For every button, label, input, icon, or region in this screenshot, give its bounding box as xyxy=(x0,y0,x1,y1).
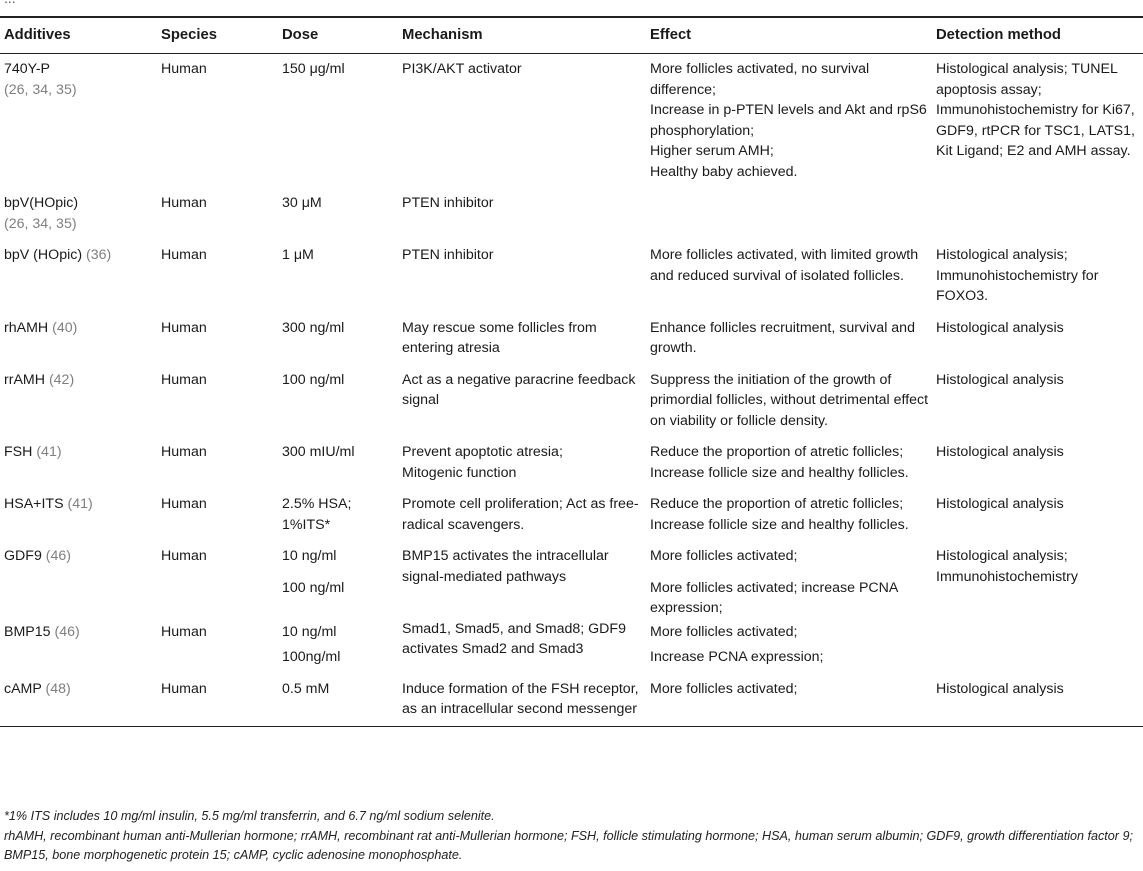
cell-effect: Suppress the initiation of the growth of primordial follicles, without detrimental effect on viability or follicle density. xyxy=(650,371,929,429)
additive-name: rhAMH xyxy=(4,319,49,336)
table-row xyxy=(0,541,1143,619)
header-mechanism: Mechanism xyxy=(402,17,650,54)
cell-additive xyxy=(0,674,161,727)
cell-mechanism: Smad1, Smad5, and Smad8; GDF9 activates Smad2 and Smad3 xyxy=(402,620,626,657)
cell-effect: More follicles activated; xyxy=(650,674,936,727)
reference-link[interactable]: (46) xyxy=(45,548,72,564)
cell-mechanism: PTEN inhibitor xyxy=(402,195,494,211)
additive-name: BMP15 xyxy=(4,623,51,640)
header-dose: Dose xyxy=(282,17,402,54)
cell-mechanism: BMP15 activates the intracellular signal-mediated pathways xyxy=(402,548,609,585)
effect-line: More follicles activated; xyxy=(650,623,798,640)
cell-dose: 0.5 mM xyxy=(282,674,402,727)
cell-effect xyxy=(650,188,936,240)
additive-name: bpV (HOpic) xyxy=(4,247,83,263)
dose-line: 10 ng/ml xyxy=(282,548,337,564)
cell-species: Human xyxy=(161,61,207,77)
cell-dose: 300 mIU/ml xyxy=(282,444,355,460)
header-effect: Effect xyxy=(650,17,936,54)
effect-line: More follicles activated; increase PCNA expression; xyxy=(650,579,898,616)
effect-line: More follicles activated, no survival difference; xyxy=(650,61,870,98)
cell-detection: Histological analysis; TUNEL apoptosis assay; Immunohistochemistry for Ki67, GDF9, rtPCR for TSC1, LATS1, Kit Ligand; E2 and AMH assay. xyxy=(936,61,1135,159)
effect-line: Increase PCNA expression; xyxy=(650,649,824,665)
table-row xyxy=(0,188,1143,240)
cell-species: Human xyxy=(161,444,207,460)
cell-dose: 30 μM xyxy=(282,195,322,211)
cell-mechanism: Prevent apoptotic atresia; Mitogenic function xyxy=(402,444,563,481)
reference-link[interactable]: (41) xyxy=(36,444,62,460)
cell-additive xyxy=(0,437,161,489)
additives-table xyxy=(0,16,1143,727)
cell-additive xyxy=(0,240,161,313)
dose-line: 100 ng/ml xyxy=(282,579,345,596)
cell-detection: Histological analysis; Immunohistochemistry xyxy=(936,548,1078,585)
reference-link[interactable]: (46) xyxy=(54,623,80,640)
reference-link[interactable]: (40) xyxy=(52,319,78,336)
table-row xyxy=(0,619,1143,674)
cell-detection: Histological analysis xyxy=(936,444,1064,460)
cell-mechanism: Act as a negative paracrine feedback signal xyxy=(402,371,636,408)
cell-detection: Histological analysis xyxy=(936,674,1143,727)
cell-dose xyxy=(282,541,402,619)
cell-additive xyxy=(0,619,161,674)
cell-additive xyxy=(0,54,161,189)
cell-detection: Histological analysis xyxy=(936,371,1064,388)
cell-additive xyxy=(0,365,161,438)
cell-species: Human xyxy=(161,496,207,512)
cell-species: Human xyxy=(161,548,207,564)
cell-effect xyxy=(650,619,936,674)
dose-line: 10 ng/ml xyxy=(282,623,337,640)
table-row xyxy=(0,240,1143,313)
header-detection-method: Detection method xyxy=(936,17,1143,54)
cell-detection: Histological analysis; Immunohistochemistry for FOXO3. xyxy=(936,247,1099,304)
cell-dose: 2.5% HSA; 1%ITS* xyxy=(282,496,352,533)
cell-mechanism: Promote cell proliferation; Act as free-radical scavengers. xyxy=(402,496,639,533)
cell-mechanism: PTEN inhibitor xyxy=(402,247,494,263)
cell-effect: Enhance follicles recruitment, survival and growth. xyxy=(650,319,915,356)
dose-line: 100ng/ml xyxy=(282,649,341,665)
cell-dose: 150 μg/ml xyxy=(282,61,345,77)
cell-detection: Histological analysis xyxy=(936,319,1064,336)
cell-species: Human xyxy=(161,623,207,640)
reference-link[interactable]: (42) xyxy=(48,371,75,388)
effect-line: Healthy baby achieved. xyxy=(650,163,798,180)
additive-name: 740Y-P xyxy=(4,61,51,77)
table-row xyxy=(0,489,1143,541)
header-species: Species xyxy=(161,17,282,54)
cell-mechanism: May rescue some follicles from entering atresia xyxy=(402,319,597,356)
cell-detection: Histological analysis xyxy=(936,496,1064,512)
cell-species: Human xyxy=(161,674,282,727)
reference-link[interactable]: (48) xyxy=(45,680,71,697)
reference-link[interactable]: (36) xyxy=(86,247,112,263)
cell-effect xyxy=(650,54,936,189)
cell-species: Human xyxy=(161,319,207,336)
cell-additive xyxy=(0,188,161,240)
reference-link[interactable]: (26, 34, 35) xyxy=(4,81,77,98)
cell-effect: Reduce the proportion of atretic follicles; Increase follicle size and healthy follicles. xyxy=(650,444,909,481)
footnote-its: *1% ITS includes 10 mg/ml insulin, 5.5 mg/ml transferrin, and 6.7 ng/ml sodium selenite. xyxy=(4,809,495,823)
table-row xyxy=(0,54,1143,189)
cell-effect xyxy=(650,541,936,619)
additive-name: cAMP xyxy=(4,680,42,697)
table-row xyxy=(0,365,1143,438)
cell-detection xyxy=(936,619,1143,674)
additive-name: HSA+ITS xyxy=(4,496,64,512)
cell-effect: Reduce the proportion of atretic follicles; Increase follicle size and healthy follicles. xyxy=(650,496,909,533)
header-additives: Additives xyxy=(0,17,161,54)
cell-mechanism: Induce formation of the FSH receptor, as an intracellular second messenger xyxy=(402,674,650,727)
cell-dose: 1 μM xyxy=(282,247,314,263)
footnote-abbreviations: rhAMH, recombinant human anti-Mullerian hormone; rrAMH, recombinant rat anti-Mullerian hormone; FSH, follicle stimulating hormone; HSA, human serum albumin; GDF9, growth differentiation factor 9; BMP15, bone morphogenetic protein 15; cAMP, cyclic adenosine monophosphate. xyxy=(4,828,1134,862)
cell-species: Human xyxy=(161,247,207,263)
cell-detection xyxy=(936,188,1143,240)
additive-name: GDF9 xyxy=(4,548,42,564)
cell-mechanism: PI3K/AKT activator xyxy=(402,61,522,77)
effect-line: Increase in p-PTEN levels and Akt and rpS6 phosphorylation; xyxy=(650,102,927,139)
reference-link[interactable]: (41) xyxy=(67,496,93,512)
effect-line: More follicles activated; xyxy=(650,548,798,564)
cell-dose xyxy=(282,619,402,674)
table-footnotes xyxy=(4,807,1139,866)
table-caption-fragment xyxy=(4,0,16,6)
cell-dose: 300 ng/ml xyxy=(282,319,345,336)
cell-additive xyxy=(0,313,161,365)
table-header xyxy=(0,17,1143,54)
cell-effect: More follicles activated, with limited growth and reduced survival of isolated follicles. xyxy=(650,247,919,284)
additive-name: rrAMH xyxy=(4,371,45,388)
additive-name: FSH xyxy=(4,444,33,460)
table-row xyxy=(0,313,1143,365)
cell-species: Human xyxy=(161,195,207,211)
cell-dose: 100 ng/ml xyxy=(282,371,345,388)
reference-link[interactable]: (26, 34, 35) xyxy=(4,215,77,232)
table-row xyxy=(0,674,1143,727)
cell-additive xyxy=(0,489,161,541)
cell-species: Human xyxy=(161,371,207,388)
table-row xyxy=(0,437,1143,489)
effect-line: Higher serum AMH; xyxy=(650,143,774,159)
additive-name: bpV(HOpic) xyxy=(4,195,79,211)
cell-additive xyxy=(0,541,161,619)
